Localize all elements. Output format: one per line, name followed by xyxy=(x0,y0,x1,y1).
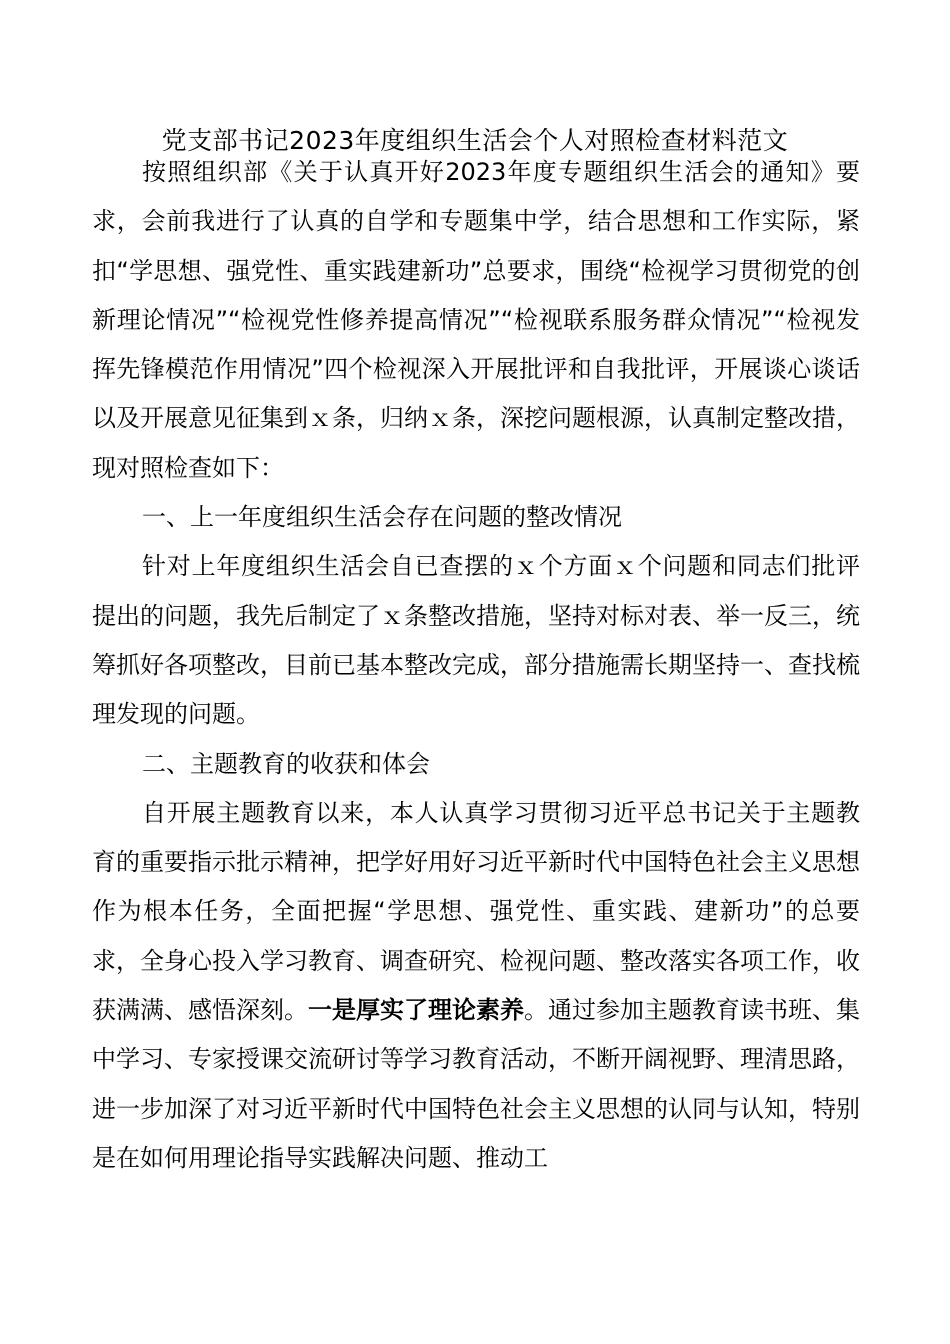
section-heading-2: 二、主题教育的收获和体会 xyxy=(142,749,430,778)
paragraph-gains-tail: 。通过参加主题教育读书班、集中学习、专家授课交流研讨等学习教育活动，不断开阔视野、理清思路，进一步加深了对习近平新时代中国特色社会主义思想的认同与认知，特别是在如何用理论指导实践解决问题、推动工 xyxy=(92,996,860,1172)
paragraph-intro: 按照组织部《关于认真开好2023年度专题组织生活会的通知》要求，会前我进行了认真的自学和专题集中学，结合思想和工作实际，紧扣“学思想、强党性、重实践建新功”总要求，围绕“检视学习贯彻党的创新理论情况”“检视党性修养提高情况”“检视联系服务群众情况”“检视发挥先锋模范作用情况”四个检视深入开展批评和自我批评，开展谈心谈话以及开展意见征集到ｘ条，归纳ｘ条，深挖问题根源，认真制定整改措，现对照检查如下： xyxy=(92,158,860,482)
document-title: 党支部书记2023年度组织生活会个人对照检查材料范文 xyxy=(161,126,789,155)
paragraph-gains-lead: 自开展主题教育以来，本人认真学习贯彻习近平总书记关于主题教育的重要指示批示精神，把学好用好习近平新时代中国特色社会主义思想作为根本任务，全面把握“学思想、强党性、重实践、建新功”的总要求，全身心投入学习教育、调查研究、检视问题、整改落实各项工作，收获满满、感悟深刻。 xyxy=(92,798,860,1025)
paragraph-gains-bold: 一是厚实了理论素养 xyxy=(308,996,524,1025)
document-body xyxy=(92,148,860,1183)
paragraph-gains xyxy=(92,789,860,1183)
paragraph-rectification: 针对上年度组织生活会自已查摆的ｘ个方面ｘ个问题和同志们批评提出的问题，我先后制定了ｘ条整改措施，坚持对标对表、举一反三，统筹抓好各项整改，目前已基本整改完成，部分措施需长期坚持一、查找梳理发现的问题。 xyxy=(92,552,860,729)
section-heading-1: 一、上一年度组织生活会存在问题的整改情况 xyxy=(142,503,622,532)
